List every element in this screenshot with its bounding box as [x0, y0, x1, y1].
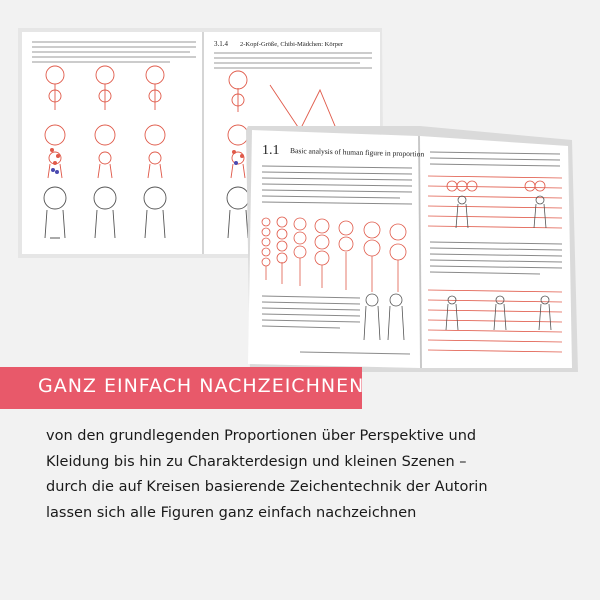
back-book-heading: 2-Kopf-Größe, Chibi-Mädchen: Körper	[240, 41, 344, 48]
description-line-3: durch die auf Kreisen basierende Zeichentechnik der Autorin	[46, 479, 488, 495]
front-book	[246, 126, 578, 372]
description-paragraph	[46, 424, 566, 526]
description-line-2: Kleidung bis hin zu Charakterdesign und kleinen Szenen –	[46, 453, 467, 470]
description-line-4: lassen sich alle Figuren ganz einfach nachzeichnen	[46, 504, 417, 521]
front-book-heading-number: 1.1	[262, 143, 280, 158]
headline-text: GANZ EINFACH NACHZEICHNEN	[38, 375, 365, 397]
description-line-1: von den grundlegenden Proportionen über Perspektive und	[46, 428, 477, 444]
front-book-right-page	[420, 136, 572, 368]
front-book-heading: Basic analysis of human figure in proportion	[289, 146, 425, 159]
back-book-heading-number: 3.1.4	[214, 40, 228, 48]
